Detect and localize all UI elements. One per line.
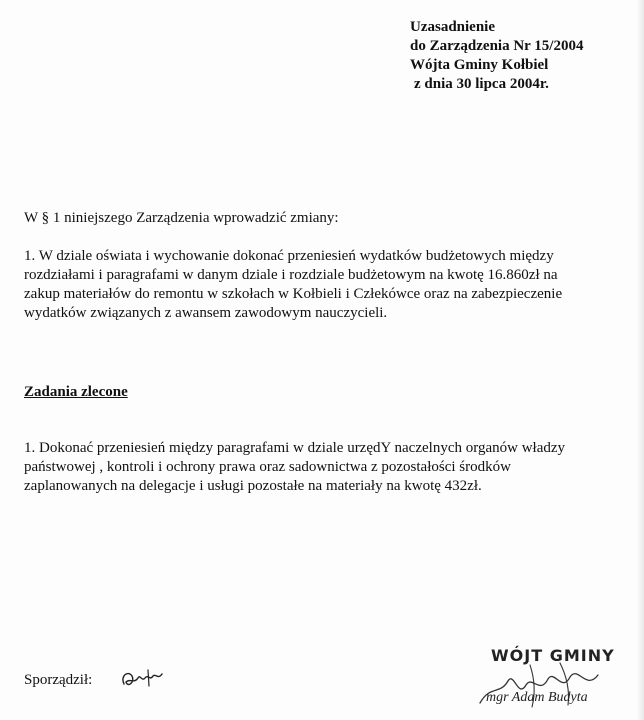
paragraph-2-line-3: zaplanowanych na delegacje i usługi pozostałe na materiały na kwotę 432zł. xyxy=(24,478,482,494)
header-line-3: Wójta Gminy Kołbiel xyxy=(410,57,549,73)
official-signature xyxy=(470,655,630,715)
paragraph-2 xyxy=(24,439,634,496)
paragraph-1-line-2: rozdziałami i paragrafami w danym dziale i rozdziale budżetowym na kwotę 16.860zł na xyxy=(24,267,558,283)
stamp-name: mgr Adam Budyta xyxy=(486,690,588,705)
paragraph-1-line-3: zakup materiałów do remontu w szkołach w Kołbieli i Człekówce oraz na zabezpieczenie xyxy=(24,286,563,302)
paragraph-2-line-1: 1. Dokonać przeniesień między paragrafami w dziale urzędY naczelnych organów władzy xyxy=(24,440,566,456)
paragraph-1-line-4: wydatków związanych z awansem zawodowym nauczycieli. xyxy=(24,305,388,321)
paragraph-1-line-1: 1. W dziale oświata i wychowanie dokonać przeniesień wydatków budżetowych między xyxy=(24,248,554,264)
intro-text: W § 1 niniejszego Zarządzenia wprowadzić zmiany: xyxy=(24,210,339,226)
header-line-1: Uzasadnienie xyxy=(410,19,496,35)
paragraph-2-line-2: państwowej , kontroli i ochrony prawa oraz sadownictwa z pozostałości środków xyxy=(24,459,511,475)
document-header xyxy=(410,18,583,94)
section-title-zadania-zlecone: Zadania zlecone xyxy=(24,384,128,400)
scan-edge-shadow xyxy=(636,0,644,720)
paragraph-1 xyxy=(24,247,634,323)
stamp-title: WÓJT GMINY xyxy=(491,646,615,665)
prepared-by-label: Sporządził: xyxy=(24,672,93,688)
preparer-signature xyxy=(118,664,164,694)
header-line-2: do Zarządzenia Nr 15/2004 xyxy=(410,38,584,54)
header-line-4: z dnia 30 lipca 2004r. xyxy=(414,76,549,92)
